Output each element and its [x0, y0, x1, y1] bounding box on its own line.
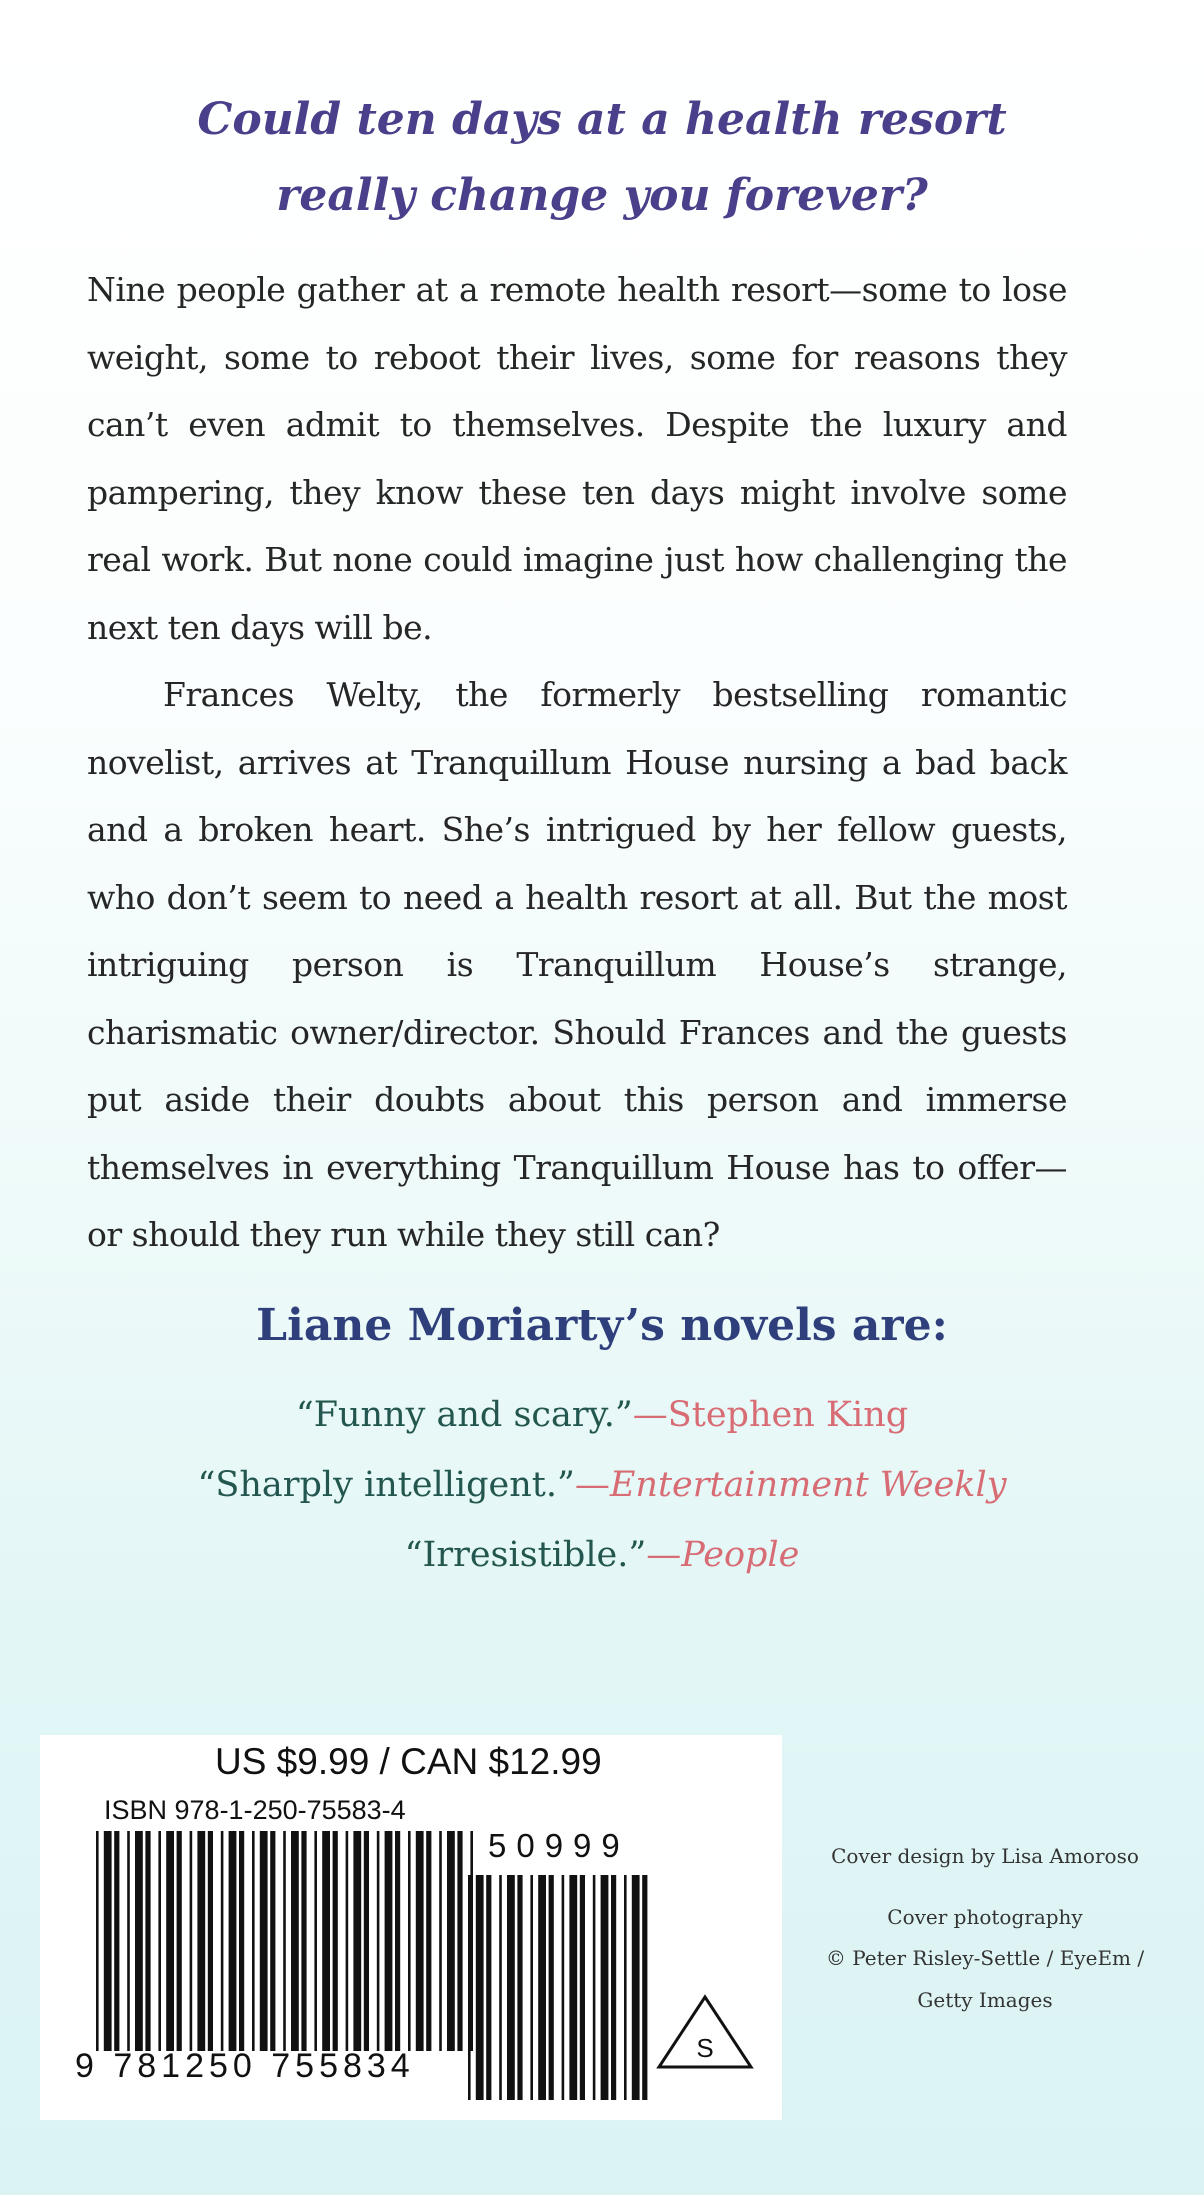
- quote-source: Stephen King: [667, 1395, 909, 1435]
- barcode-bar: [486, 1875, 491, 2100]
- barcode-bar: [239, 1831, 244, 2051]
- barcode-bar: [538, 1875, 546, 2100]
- praise-quote: [0, 1395, 1204, 1435]
- synopsis-paragraph-1: Nine people gather at a remote health resort—some to lose weight, some to reboot their lives, some for reasons they can’t even admit to themselves. Despite the luxury and pampering, they know these ten days might involve some real work. But none could imagine just how challenging the next ten days will be.: [87, 270, 1067, 647]
- barcode-bar: [353, 1831, 361, 2051]
- barcode-bar: [104, 1831, 112, 2051]
- praise-title: Liane Moriarty’s novels are:: [256, 1300, 948, 1351]
- barcode-bar: [145, 1831, 150, 2051]
- barcode-bar: [177, 1831, 182, 2051]
- barcode-bar: [252, 1831, 255, 2051]
- quote-dash: —: [646, 1535, 682, 1575]
- addon-barcode: [468, 1875, 648, 2100]
- barcode-bar: [333, 1831, 338, 2051]
- barcode-bar: [549, 1875, 554, 2100]
- barcode-bar: [468, 1875, 471, 2100]
- barcode-bar: [642, 1875, 647, 2100]
- barcode-bar: [416, 1831, 424, 2051]
- barcode-bar: [322, 1831, 330, 2051]
- barcode-bar: [611, 1875, 616, 2100]
- ean-barcode: [96, 1831, 476, 2051]
- barcode-bar: [158, 1831, 161, 2051]
- barcode-bar: [385, 1831, 393, 2051]
- barcode-panel: [40, 1735, 782, 2120]
- barcode-bar: [208, 1831, 213, 2051]
- barcode-bar: [562, 1875, 565, 2100]
- barcode-bar: [624, 1875, 627, 2100]
- synopsis-paragraph-2: Frances Welty, the formerly bestselling romantic novelist, arrives at Tranquillum House nursing a bad back and a broken heart. She’s intrigued by her fellow guests, who don’t seem to need a health resort at all. But the most intriguing person is Tranquillum House’s strange, charismatic owner/director. Should Frances and the guests put aside their doubts about this person and immerse themselves in everything Tranquillum House has to offer—or should they run while they still can?: [87, 675, 1067, 1254]
- quote-text: “Funny and scary.”: [295, 1395, 633, 1435]
- barcode-bar: [569, 1875, 577, 2100]
- barcode-bar: [476, 1875, 484, 2100]
- praise-quote: [0, 1465, 1204, 1505]
- barcode-bar: [426, 1831, 431, 2051]
- barcode-bar: [283, 1831, 286, 2051]
- publisher-triangle-logo: [655, 1993, 755, 2071]
- barcode-bar: [439, 1831, 442, 2051]
- barcode-bar: [301, 1831, 306, 2051]
- quote-source: People: [681, 1535, 800, 1575]
- barcode-bar: [114, 1831, 119, 2051]
- praise-quote: [0, 1535, 1204, 1575]
- barcode-bar: [408, 1831, 411, 2051]
- quote-text: “Sharply intelligent.”: [197, 1465, 575, 1505]
- logo-letter: S: [696, 2033, 714, 2063]
- barcode-bar: [601, 1875, 609, 2100]
- credit-design: Cover design by Lisa Amoroso: [831, 1844, 1139, 1868]
- barcode-bar: [499, 1875, 502, 2100]
- ean-digits: 9 781250 755834: [75, 2047, 415, 2085]
- barcode-bar: [530, 1875, 533, 2100]
- barcode-bar: [457, 1831, 462, 2051]
- barcode-bar: [580, 1875, 585, 2100]
- synopsis: [87, 256, 1067, 1269]
- headline: [0, 82, 1204, 234]
- quote-dash: —: [574, 1465, 610, 1505]
- barcode-bar: [517, 1875, 522, 2100]
- barcode-bar: [135, 1831, 143, 2051]
- barcode-bar: [507, 1875, 515, 2100]
- barcode-bar: [127, 1831, 130, 2051]
- quote-text: “Irresistible.”: [404, 1535, 647, 1575]
- price-addon-number: 50999: [488, 1827, 630, 1864]
- barcode-bar: [314, 1831, 317, 2051]
- barcode-bar: [221, 1831, 224, 2051]
- credit-photo-line-1: Cover photography: [887, 1905, 1083, 1929]
- credit-photo-line-2: © Peter Risley-Settle / EyeEm /: [825, 1946, 1145, 1970]
- barcode-bar: [377, 1831, 380, 2051]
- quote-source: Entertainment Weekly: [609, 1465, 1007, 1505]
- barcode-bar: [632, 1875, 640, 2100]
- quote-dash: —: [632, 1395, 668, 1435]
- barcode-bar: [346, 1831, 349, 2051]
- barcode-bar: [166, 1831, 174, 2051]
- barcode-bar: [291, 1831, 299, 2051]
- barcode-bar: [593, 1875, 596, 2100]
- barcode-bar: [229, 1831, 237, 2051]
- barcode-bar: [260, 1831, 268, 2051]
- price-label: US $9.99 / CAN $12.99: [215, 1741, 602, 1782]
- barcode-bar: [190, 1831, 193, 2051]
- barcode-bar: [270, 1831, 275, 2051]
- isbn-label: ISBN 978-1-250-75583-4: [104, 1795, 406, 1825]
- headline-line-1: Could ten days at a health resort: [197, 94, 1007, 145]
- barcode-bar: [96, 1831, 99, 2051]
- barcode-bar: [197, 1831, 205, 2051]
- barcode-bar: [364, 1831, 369, 2051]
- headline-line-2: really change you forever?: [276, 170, 928, 221]
- credit-photo-line-3: Getty Images: [917, 1988, 1053, 2012]
- barcode-bar: [447, 1831, 455, 2051]
- barcode-bar: [395, 1831, 400, 2051]
